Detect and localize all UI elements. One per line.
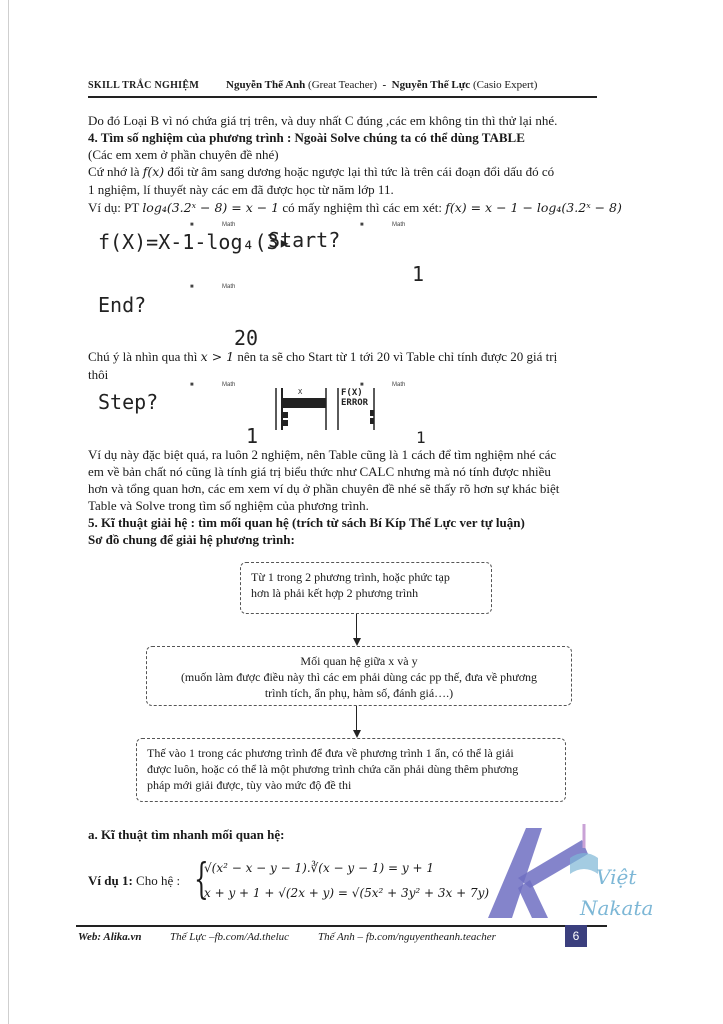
- text-fragment: Cứ nhớ là: [88, 164, 140, 179]
- lcd-indicator: ■: [360, 382, 364, 388]
- flow-arrow: [356, 614, 357, 640]
- paragraph: 1 nghiệm, lí thuyết này các em đã được học từ năm lớp 11.: [88, 182, 394, 197]
- lcd-math-indicator: Math: [392, 222, 406, 228]
- system-equation-2: x + y + 1 + √(2x + y) = √(5x² + 3y² + 3x + 7y): [204, 886, 490, 900]
- lcd-indicator: ■: [190, 382, 194, 388]
- example-label: Ví dụ 1:: [88, 873, 133, 888]
- flow-box-2: [146, 646, 572, 706]
- text-fragment: Ví dụ: PT: [88, 200, 140, 215]
- flow-box-3-line: pháp mới giải được, tùy vào mức độ đề thi: [147, 778, 352, 792]
- flow-box-3-line: được luôn, hoặc có thể là một phương trình chứa căn phải dùng thêm phương: [147, 762, 519, 776]
- math-condition: x > 1: [200, 349, 235, 364]
- flow-arrow-head: [353, 638, 361, 646]
- math-fx: f(x): [142, 164, 165, 179]
- lcd-indicator: ■: [360, 222, 364, 228]
- lcd-math-indicator: Math: [392, 382, 406, 388]
- flow-arrow: [356, 706, 357, 732]
- section-subheading: Sơ đồ chung để giải hệ phương trình:: [88, 532, 295, 547]
- header-author1: Nguyễn Thế Anh: [226, 79, 306, 91]
- lcd-math-indicator: Math: [222, 222, 236, 228]
- footer-anh: Thế Anh – fb.com/nguyentheanh.teacher: [318, 931, 496, 943]
- text-fragment: nên ta sẽ cho Start từ 1 tới 20 vì Table chỉ tính được 20 giá trị: [237, 349, 558, 364]
- example-1-label: [88, 872, 180, 889]
- table-header-x: X: [298, 388, 303, 396]
- calc-start-prompt: Start?: [268, 228, 341, 252]
- flow-box-1-line: Từ 1 trong 2 phương trình, hoặc phức tạp: [251, 570, 450, 584]
- header-rule: [88, 96, 597, 98]
- footer-luc: Thế Lực –fb.com/Ad.theluc: [170, 931, 290, 943]
- lcd-indicator: ■: [190, 284, 194, 290]
- calc-step-prompt: Step?: [98, 390, 159, 414]
- footer-rule: [76, 925, 607, 927]
- paragraph: em về bản chất nó cũng là tính giá trị biểu thức như CALC nhưng mà nó tính được nhiều: [88, 464, 551, 479]
- calc-expression: f(X)=X-1-log₄(3▸: [98, 230, 291, 254]
- header-authors: [226, 79, 537, 91]
- note-line: thôi: [88, 367, 109, 382]
- example-line: [88, 199, 622, 216]
- table-header-fx: F(X): [341, 388, 363, 398]
- flow-box-2-line: trình tích, ẩn phụ, hàm số, đánh giá….): [264, 686, 454, 700]
- paragraph: Ví dụ này đặc biệt quá, ra luôn 2 nghiệm, nên Table cũng là 1 cách để tìm nghiệm nhé các: [88, 447, 557, 462]
- flow-box-1-line: hơn là phải kết hợp 2 phương trình: [251, 586, 419, 600]
- footer-web: Web: Alika.vn: [78, 931, 142, 943]
- flow-arrow-head: [353, 730, 361, 738]
- flow-box-2-line: (muốn làm được điều này thì các em phải dùng các pp thế, đưa về phương: [180, 670, 538, 684]
- lcd-math-indicator: Math: [222, 382, 236, 388]
- page-number: 6: [565, 925, 587, 947]
- system-equation-1: √(x² − x − y − 1).∛(x − y − 1) = y + 1: [204, 861, 434, 875]
- note-line: [88, 348, 557, 365]
- calc-table-screen: [272, 386, 392, 432]
- text-fragment: đổi từ âm sang dương hoặc ngược lại thì tức là trên cái đoạn đổi dấu đó có: [167, 164, 555, 179]
- subsection-heading-a: a. Kĩ thuật tìm nhanh mối quan hệ:: [88, 827, 285, 842]
- flow-box-3-line: Thế vào 1 trong các phương trình để đưa về phương trình 1 ẩn, có thể là giải: [147, 746, 514, 760]
- calc-end-prompt: End?: [98, 293, 147, 317]
- flow-box-1: [240, 562, 492, 614]
- calc-end-value: 20: [234, 326, 259, 350]
- calc-start-value: 1: [412, 262, 425, 286]
- paragraph: Do đó Loại B vì nó chứa giá trị trên, và duy nhất C đúng ,các em không tin thì thử lại nhé.: [88, 113, 558, 128]
- paragraph: Table và Solve trong tìm số nghiệm của phương trình.: [88, 498, 369, 513]
- calc-step-value: 1: [246, 424, 259, 448]
- header-series-label: SKILL TRẮC NGHIỆM: [88, 80, 200, 91]
- header-author1-note: (Great Teacher): [308, 79, 377, 91]
- math-equation: log₄(3.2ˣ − 8) = x − 1: [142, 200, 280, 215]
- table-cell-error: ERROR: [341, 398, 369, 408]
- lcd-indicator: ■: [190, 222, 194, 228]
- math-function: f(x) = x − 1 − log₄(3.2ˣ − 8): [445, 200, 622, 215]
- page-header: [88, 78, 597, 96]
- header-author2: Nguyễn Thế Lực: [391, 79, 471, 91]
- section-heading-4: 4. Tìm số nghiệm của phương trình : Ngoài Solve chúng ta có thể dùng TABLE: [88, 130, 525, 145]
- page-edge: [8, 0, 9, 1024]
- text-fragment: Cho hệ :: [136, 873, 181, 888]
- section-heading-5: 5. Kĩ thuật giải hệ : tìm mối quan hệ (trích từ sách Bí Kíp Thế Lực ver tự luận): [88, 515, 525, 530]
- paragraph: [88, 163, 554, 180]
- header-author2-note: (Casio Expert): [472, 79, 538, 91]
- lcd-math-indicator: Math: [222, 284, 236, 290]
- watermark-text: Việt: [596, 865, 637, 889]
- header-separator: -: [382, 79, 387, 91]
- text-fragment: Chú ý là nhìn qua thì: [88, 349, 198, 364]
- system-brace: {: [194, 854, 209, 903]
- flow-box-2-line: Mối quan hệ giữa x và y: [300, 654, 418, 668]
- text-fragment: có mấy nghiệm thì các em xét:: [282, 200, 442, 215]
- flow-box-3: [136, 738, 566, 802]
- watermark-text: Nakata: [580, 896, 654, 920]
- table-index: 1: [416, 428, 426, 447]
- paragraph: hơn và tổng quan hơn, các em xem ví dụ ở phần chuyên đề nhé sẽ thấy rõ hơn sự khác biệt: [88, 481, 560, 496]
- section-note: (Các em xem ở phần chuyên đề nhé): [88, 147, 279, 162]
